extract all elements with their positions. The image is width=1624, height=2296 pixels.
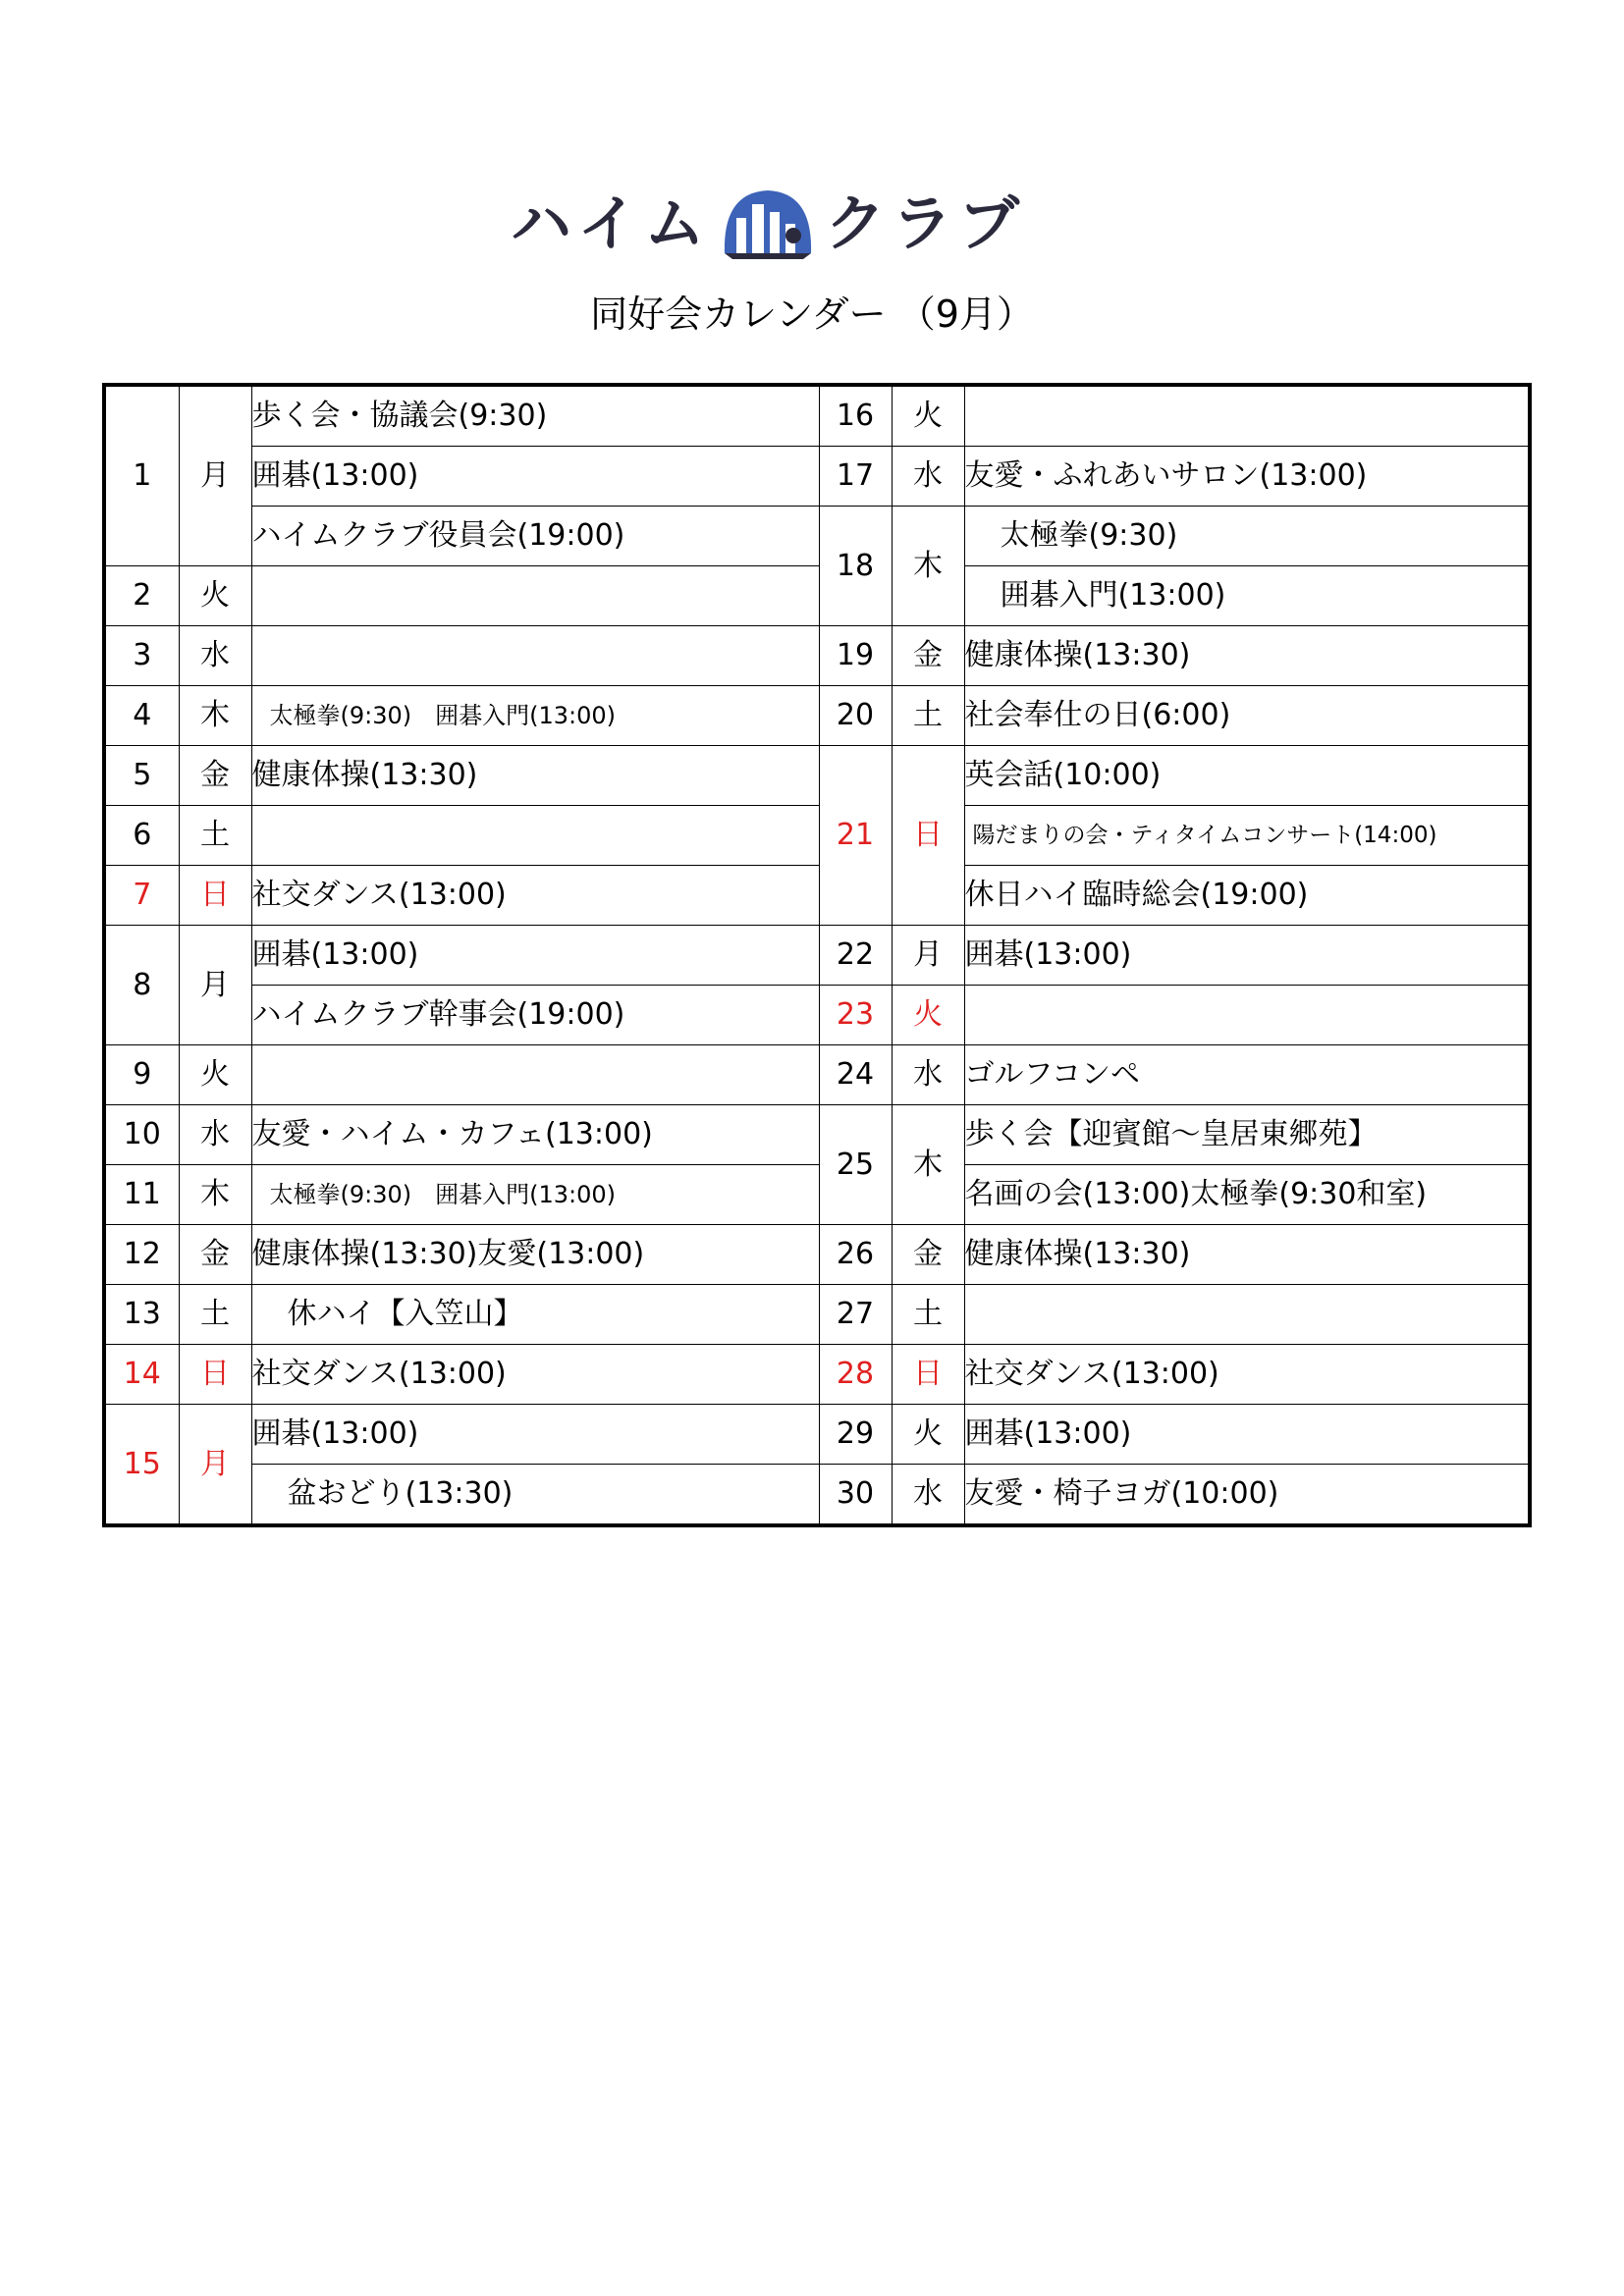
club-logo <box>511 185 1139 263</box>
event-cell: 友愛・ふれあいサロン(13:00) <box>964 447 1530 507</box>
day-number: 19 <box>819 626 892 686</box>
weekday-label: 火 <box>179 1045 251 1105</box>
calendar-table <box>102 383 1532 1527</box>
day-number: 12 <box>104 1225 179 1285</box>
day-number: 10 <box>104 1105 179 1165</box>
weekday-label: 金 <box>892 1225 964 1285</box>
weekday-label: 日 <box>179 1345 251 1405</box>
event-cell: 陽だまりの会・ティタイムコンサート(14:00) <box>964 806 1530 866</box>
event-cell: 歩く会【迎賓館～皇居東郷苑】 <box>964 1105 1530 1165</box>
event-cell: 歩く会・協議会(9:30) <box>251 385 819 447</box>
table-row <box>104 806 1530 866</box>
day-number: 5 <box>104 746 179 806</box>
event-cell: 英会話(10:00) <box>964 746 1530 806</box>
table-row <box>104 986 1530 1045</box>
event-cell: 太極拳(9:30) 囲碁入門(13:00) <box>251 686 819 746</box>
event-cell: 休日ハイ臨時総会(19:00) <box>964 866 1530 926</box>
weekday-label: 木 <box>892 1105 964 1225</box>
day-number: 20 <box>819 686 892 746</box>
table-row <box>104 626 1530 686</box>
event-cell <box>964 385 1530 447</box>
weekday-label: 土 <box>892 1285 964 1345</box>
weekday-label: 火 <box>892 986 964 1045</box>
weekday-label: 水 <box>892 1465 964 1526</box>
event-cell <box>964 1285 1530 1345</box>
weekday-label: 月 <box>179 926 251 1045</box>
day-number: 23 <box>819 986 892 1045</box>
day-number: 13 <box>104 1285 179 1345</box>
day-number: 18 <box>819 507 892 626</box>
weekday-label: 水 <box>179 626 251 686</box>
day-number: 15 <box>104 1405 179 1526</box>
day-number: 7 <box>104 866 179 926</box>
table-row <box>104 686 1530 746</box>
weekday-label: 月 <box>179 385 251 566</box>
event-cell <box>251 806 819 866</box>
weekday-label: 日 <box>892 746 964 926</box>
event-cell: 社交ダンス(13:00) <box>964 1345 1530 1405</box>
logo-text-right: クラブ <box>825 187 1026 259</box>
weekday-label: 水 <box>179 1105 251 1165</box>
day-number: 28 <box>819 1345 892 1405</box>
day-number: 21 <box>819 746 892 926</box>
weekday-label: 月 <box>892 926 964 986</box>
table-row <box>104 926 1530 986</box>
event-cell: 社交ダンス(13:00) <box>251 1345 819 1405</box>
logo-text-left: ハイム <box>511 187 712 259</box>
table-row <box>104 1285 1530 1345</box>
event-cell: ハイムクラブ役員会(19:00) <box>251 507 819 566</box>
event-cell <box>251 1045 819 1105</box>
event-cell: 太極拳(9:30) 囲碁入門(13:00) <box>251 1165 819 1225</box>
weekday-label: 土 <box>179 806 251 866</box>
weekday-label: 水 <box>892 1045 964 1105</box>
weekday-label: 木 <box>179 686 251 746</box>
table-row <box>104 1345 1530 1405</box>
logo-emblem-icon <box>715 185 821 263</box>
day-number: 27 <box>819 1285 892 1345</box>
table-row <box>104 866 1530 926</box>
day-number: 24 <box>819 1045 892 1105</box>
event-cell: 囲碁(13:00) <box>964 1405 1530 1465</box>
page-title: 同好会カレンダー （9月） <box>590 293 1034 336</box>
table-row <box>104 385 1530 447</box>
day-number: 26 <box>819 1225 892 1285</box>
day-number: 4 <box>104 686 179 746</box>
event-cell: 社交ダンス(13:00) <box>251 866 819 926</box>
weekday-label: 日 <box>892 1345 964 1405</box>
event-cell <box>251 566 819 626</box>
day-number: 1 <box>104 385 179 566</box>
event-cell: 名画の会(13:00)太極拳(9:30和室) <box>964 1165 1530 1225</box>
weekday-label: 火 <box>892 1405 964 1465</box>
event-cell: 休ハイ【入笠山】 <box>251 1285 819 1345</box>
weekday-label: 木 <box>179 1165 251 1225</box>
weekday-label: 金 <box>179 1225 251 1285</box>
day-number: 11 <box>104 1165 179 1225</box>
weekday-label: 火 <box>179 566 251 626</box>
day-number: 9 <box>104 1045 179 1105</box>
table-row <box>104 447 1530 507</box>
event-cell: ゴルフコンペ <box>964 1045 1530 1105</box>
day-number: 16 <box>819 385 892 447</box>
table-row <box>104 1105 1530 1165</box>
day-number: 8 <box>104 926 179 1045</box>
table-row <box>104 1045 1530 1105</box>
event-cell: 健康体操(13:30) <box>964 1225 1530 1285</box>
event-cell: 囲碁(13:00) <box>251 1405 819 1465</box>
day-number: 3 <box>104 626 179 686</box>
day-number: 30 <box>819 1465 892 1526</box>
event-cell: 囲碁(13:00) <box>251 926 819 986</box>
event-cell <box>964 986 1530 1045</box>
weekday-label: 月 <box>179 1405 251 1526</box>
day-number: 22 <box>819 926 892 986</box>
table-row <box>104 1405 1530 1465</box>
table-row <box>104 1225 1530 1285</box>
day-number: 17 <box>819 447 892 507</box>
event-cell: 健康体操(13:30) <box>251 746 819 806</box>
event-cell: 社会奉仕の日(6:00) <box>964 686 1530 746</box>
event-cell: 囲碁入門(13:00) <box>964 566 1530 626</box>
day-number: 6 <box>104 806 179 866</box>
day-number: 25 <box>819 1105 892 1225</box>
event-cell: 友愛・椅子ヨガ(10:00) <box>964 1465 1530 1526</box>
day-number: 29 <box>819 1405 892 1465</box>
event-cell: 友愛・ハイム・カフェ(13:00) <box>251 1105 819 1165</box>
weekday-label: 日 <box>179 866 251 926</box>
weekday-label: 土 <box>892 686 964 746</box>
event-cell: 健康体操(13:30) <box>964 626 1530 686</box>
table-row <box>104 1165 1530 1225</box>
day-number: 2 <box>104 566 179 626</box>
day-number: 14 <box>104 1345 179 1405</box>
weekday-label: 金 <box>179 746 251 806</box>
weekday-label: 水 <box>892 447 964 507</box>
event-cell: 太極拳(9:30) <box>964 507 1530 566</box>
weekday-label: 土 <box>179 1285 251 1345</box>
table-row <box>104 507 1530 566</box>
event-cell <box>251 626 819 686</box>
event-cell: 囲碁(13:00) <box>251 447 819 507</box>
weekday-label: 火 <box>892 385 964 447</box>
table-row <box>104 746 1530 806</box>
event-cell: 盆おどり(13:30) <box>251 1465 819 1526</box>
table-row <box>104 566 1530 626</box>
event-cell: 囲碁(13:00) <box>964 926 1530 986</box>
weekday-label: 木 <box>892 507 964 626</box>
table-row <box>104 1465 1530 1526</box>
event-cell: ハイムクラブ幹事会(19:00) <box>251 986 819 1045</box>
weekday-label: 金 <box>892 626 964 686</box>
event-cell: 健康体操(13:30)友愛(13:00) <box>251 1225 819 1285</box>
